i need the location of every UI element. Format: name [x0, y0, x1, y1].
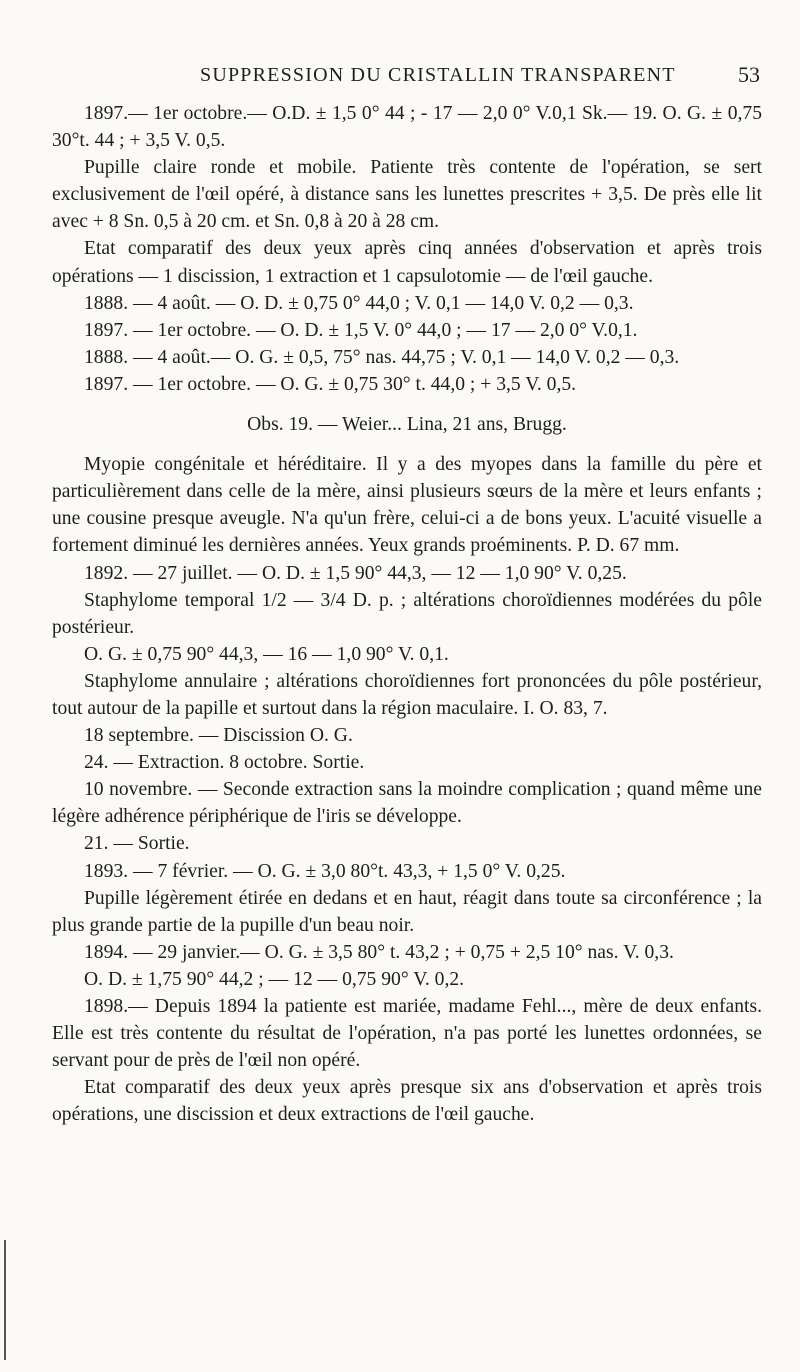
paragraph: Staphylome temporal 1/2 — 3/4 D. p. ; altérations choroïdiennes modérées du pôle postérieur.	[52, 589, 762, 638]
paragraph: 1898.— Depuis 1894 la patiente est mariée, madame Fehl..., mère de deux enfants. Elle est très contente du résultat de l'opération, n'a pas porté les lunettes ordonnées, se servant pour de près de l'œil non opéré.	[52, 996, 762, 1072]
page-number: 53	[738, 62, 760, 87]
paragraph: Staphylome annulaire ; altérations choroïdiennes fort prononcées du pôle postérieur, tout autour de la papille et surtout dans la région maculaire. I. O. 83, 7.	[52, 670, 762, 719]
paragraph: 1888. — 4 août. — O. D. ± 0,75 0° 44,0 ; V. 0,1 — 14,0 V. 0,2 — 0,3.	[84, 292, 634, 314]
paragraph: 18 septembre. — Discission O. G.	[84, 725, 353, 747]
paragraph: 1897. — 1er octobre. — O. G. ± 0,75 30° t. 44,0 ; + 3,5 V. 0,5.	[84, 373, 577, 395]
paragraph: O. G. ± 0,75 90° 44,3, — 16 — 1,0 90° V. 0,1.	[84, 643, 449, 665]
running-title: SUPPRESSION DU CRISTALLIN TRANSPARENT	[200, 64, 676, 86]
paragraph: 1893. — 7 février. — O. G. ± 3,0 80°t. 43,3, + 1,5 0° V. 0,25.	[84, 860, 566, 882]
paragraph: 1892. — 27 juillet. — O. D. ± 1,5 90° 44,3, — 12 — 1,0 90° V. 0,25.	[84, 562, 627, 584]
paragraph: 1894. — 29 janvier.— O. G. ± 3,5 80° t. 43,2 ; + 0,75 + 2,5 10° nas. V. 0,3.	[84, 941, 674, 963]
paragraph: Etat comparatif des deux yeux après presque six ans d'observation et après trois opérations, une discission et deux extractions de l'œil gauche.	[52, 1077, 762, 1126]
body-text	[52, 100, 762, 1128]
paragraph: Myopie congénitale et héréditaire. Il y a des myopes dans la famille du père et particulièrement dans celle de la mère, ainsi plusieurs sœurs de la mère et leurs enfants ; une cousine presque aveugle. N'a qu'un frère, celui-ci a de bons yeux. L'acuité visuelle a fortement diminué les dernières années. Yeux grands proéminents. P. D. 67 mm.	[52, 454, 762, 557]
paragraph: Pupille claire ronde et mobile. Patiente très contente de l'opération, se sert exclusivement de l'œil opéré, à distance sans les lunettes prescrites + 3,5. De près elle lit avec + 8 Sn. 0,5 à 20 cm. et Sn. 0,8 à 20 à 28 cm.	[52, 157, 762, 233]
observation-heading: Obs. 19. — Weier... Lina, 21 ans, Brugg.	[247, 414, 567, 436]
paragraph: 1888. — 4 août.— O. G. ± 0,5, 75° nas. 44,75 ; V. 0,1 — 14,0 V. 0,2 — 0,3.	[84, 346, 680, 368]
paragraph: 24. — Extraction. 8 octobre. Sortie.	[84, 752, 365, 774]
paragraph: O. D. ± 1,75 90° 44,2 ; — 12 — 0,75 90° V. 0,2.	[84, 968, 465, 990]
paragraph: Pupille légèrement étirée en dedans et en haut, réagit dans toute sa circonférence ; la plus grande partie de la pupille d'un beau noir.	[52, 887, 762, 936]
paragraph: 1897. — 1er octobre. — O. D. ± 1,5 V. 0° 44,0 ; — 17 — 2,0 0° V.0,1.	[84, 319, 638, 341]
paragraph: 21. — Sortie.	[84, 833, 190, 855]
paragraph: 1897.— 1er octobre.— O.D. ± 1,5 0° 44 ; - 17 — 2,0 0° V.0,1 Sk.— 19. O. G. ± 0,75 30°t. 44 ; + 3,5 V. 0,5.	[52, 103, 762, 152]
paragraph: Etat comparatif des deux yeux après cinq années d'observation et après trois opérations — 1 discission, 1 extraction et 1 capsulotomie — de l'œil gauche.	[52, 238, 762, 287]
paragraph: 10 novembre. — Seconde extraction sans la moindre complication ; quand même une légère adhérence périphérique de l'iris se développe.	[52, 779, 762, 828]
page-edge-shadow	[4, 1240, 6, 1360]
